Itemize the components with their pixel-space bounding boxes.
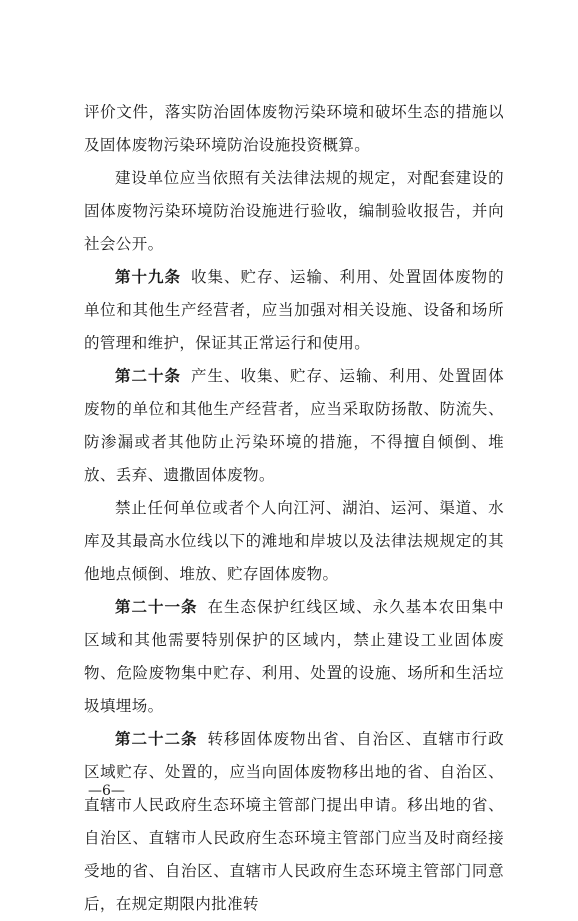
document-page [84,96,504,921]
paragraph [84,492,504,591]
paragraph-text: 产生、收集、贮存、运输、利用、处置固体废物的单位和其他生产经营者，应当采取防扬散、防流失、防渗漏或者其他防止污染环境的措施，不得擅自倾倒、堆放、丢弃、遗撒固体废物。 [84,367,504,484]
paragraph-text: 转移固体废物出省、自治区、直辖市行政区域贮存、处置的，应当向固体废物移出地的省、自治区、直辖市人民政府生态环境主管部门提出申请。移出地的省、自治区、直辖市人民政府生态环境主管部门应当及时商经接受地的省、自治区、直辖市人民政府生态环境主管部门同意后，在规定期限内批准转 [84,730,504,913]
paragraph-text: 建设单位应当依照有关法律法规的规定，对配套建设的固体废物污染环境防治设施进行验收，编制验收报告，并向社会公开。 [84,169,504,253]
article-number: 第二十二条 [115,730,198,748]
page-number: —6— [88,783,125,799]
paragraph-text: 收集、贮存、运输、利用、处置固体废物的单位和其他生产经营者，应当加强对相关设施、设备和场所的管理和维护，保证其正常运行和使用。 [84,268,504,352]
paragraph-continuation [84,96,504,162]
article-20 [84,360,504,492]
paragraph-text: 评价文件，落实防治固体废物污染环境和破坏生态的措施以及固体废物污染环境防治设施投资概算。 [84,103,504,154]
article-number: 第十九条 [115,268,182,286]
paragraph-text: 禁止任何单位或者个人向江河、湖泊、运河、渠道、水库及其最高水位线以下的滩地和岸坡以及法律法规规定的其他地点倾倒、堆放、贮存固体废物。 [84,499,504,583]
paragraph [84,162,504,261]
article-number: 第二十条 [115,367,182,385]
paragraph-text: 在生态保护红线区域、永久基本农田集中区域和其他需要特别保护的区域内，禁止建设工业固体废物、危险废物集中贮存、利用、处置的设施、场所和生活垃圾填埋场。 [84,598,504,715]
article-number: 第二十一条 [115,598,198,616]
article-21 [84,591,504,723]
article-22 [84,723,504,921]
article-19 [84,261,504,360]
